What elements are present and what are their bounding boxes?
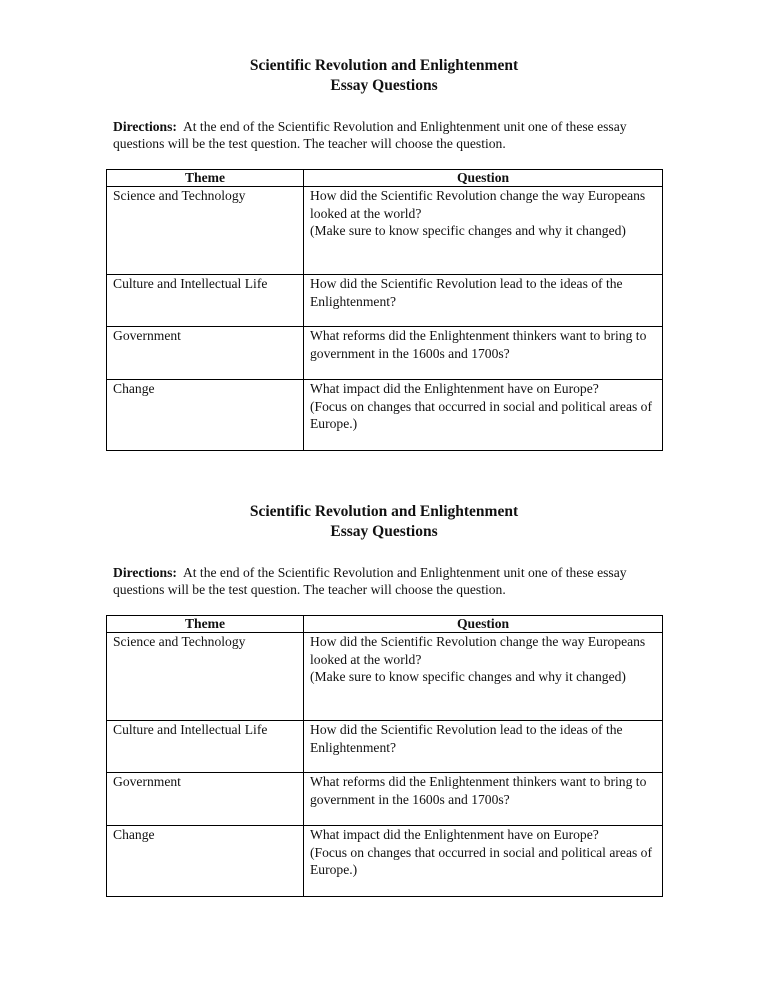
table-row xyxy=(107,633,663,721)
sheet-subtitle: Essay Questions xyxy=(330,77,438,94)
table-header-row xyxy=(107,616,663,633)
essay-sheet-2 xyxy=(0,502,768,877)
theme-cell: Science and Technology xyxy=(107,187,304,275)
essay-table xyxy=(106,615,663,897)
theme-cell: Culture and Intellectual Life xyxy=(107,721,304,773)
essay-table xyxy=(106,169,663,451)
question-header: Question xyxy=(304,170,663,187)
theme-header: Theme xyxy=(107,170,304,187)
table-row xyxy=(107,275,663,327)
table-row xyxy=(107,187,663,275)
theme-cell: Culture and Intellectual Life xyxy=(107,275,304,327)
sheet-title: Scientific Revolution and Enlightenment xyxy=(249,503,519,520)
theme-cell: Government xyxy=(107,773,304,826)
question-cell: What reforms did the Enlightenment thinkers want to bring to government in the 1600s and 1700s? xyxy=(304,327,663,380)
question-header: Question xyxy=(304,616,663,633)
question-cell: How did the Scientific Revolution change the way Europeans looked at the world? (Make sure to know specific changes and why it changed) xyxy=(304,633,663,721)
directions xyxy=(113,118,673,152)
table-header-row xyxy=(107,170,663,187)
table-row xyxy=(107,327,663,380)
table-row xyxy=(107,826,663,897)
question-cell: How did the Scientific Revolution change the way Europeans looked at the world? (Make sure to know specific changes and why it changed) xyxy=(304,187,663,275)
theme-cell: Government xyxy=(107,327,304,380)
question-cell: What impact did the Enlightenment have on Europe? (Focus on changes that occurred in social and political areas of Europe.) xyxy=(304,380,663,451)
directions-label: Directions: xyxy=(113,119,177,134)
essay-sheet-1 xyxy=(0,56,768,431)
question-cell: What impact did the Enlightenment have on Europe? (Focus on changes that occurred in social and political areas of Europe.) xyxy=(304,826,663,897)
table-row xyxy=(107,721,663,773)
theme-cell: Change xyxy=(107,380,304,451)
question-cell: What reforms did the Enlightenment thinkers want to bring to government in the 1600s and 1700s? xyxy=(304,773,663,826)
theme-cell: Science and Technology xyxy=(107,633,304,721)
theme-cell: Change xyxy=(107,826,304,897)
directions-text: At the end of the Scientific Revolution and Enlightenment unit one of these essay questions will be the test question. The teacher will choose the question. xyxy=(113,119,627,151)
table-row xyxy=(107,380,663,451)
directions-label: Directions: xyxy=(113,565,177,580)
table-row xyxy=(107,773,663,826)
sheet-subtitle: Essay Questions xyxy=(330,523,438,540)
question-cell: How did the Scientific Revolution lead to the ideas of the Enlightenment? xyxy=(304,721,663,773)
directions-text: At the end of the Scientific Revolution and Enlightenment unit one of these essay questions will be the test question. The teacher will choose the question. xyxy=(113,565,627,597)
sheet-title: Scientific Revolution and Enlightenment xyxy=(249,57,519,74)
question-cell: How did the Scientific Revolution lead to the ideas of the Enlightenment? xyxy=(304,275,663,327)
theme-header: Theme xyxy=(107,616,304,633)
directions xyxy=(113,564,673,598)
